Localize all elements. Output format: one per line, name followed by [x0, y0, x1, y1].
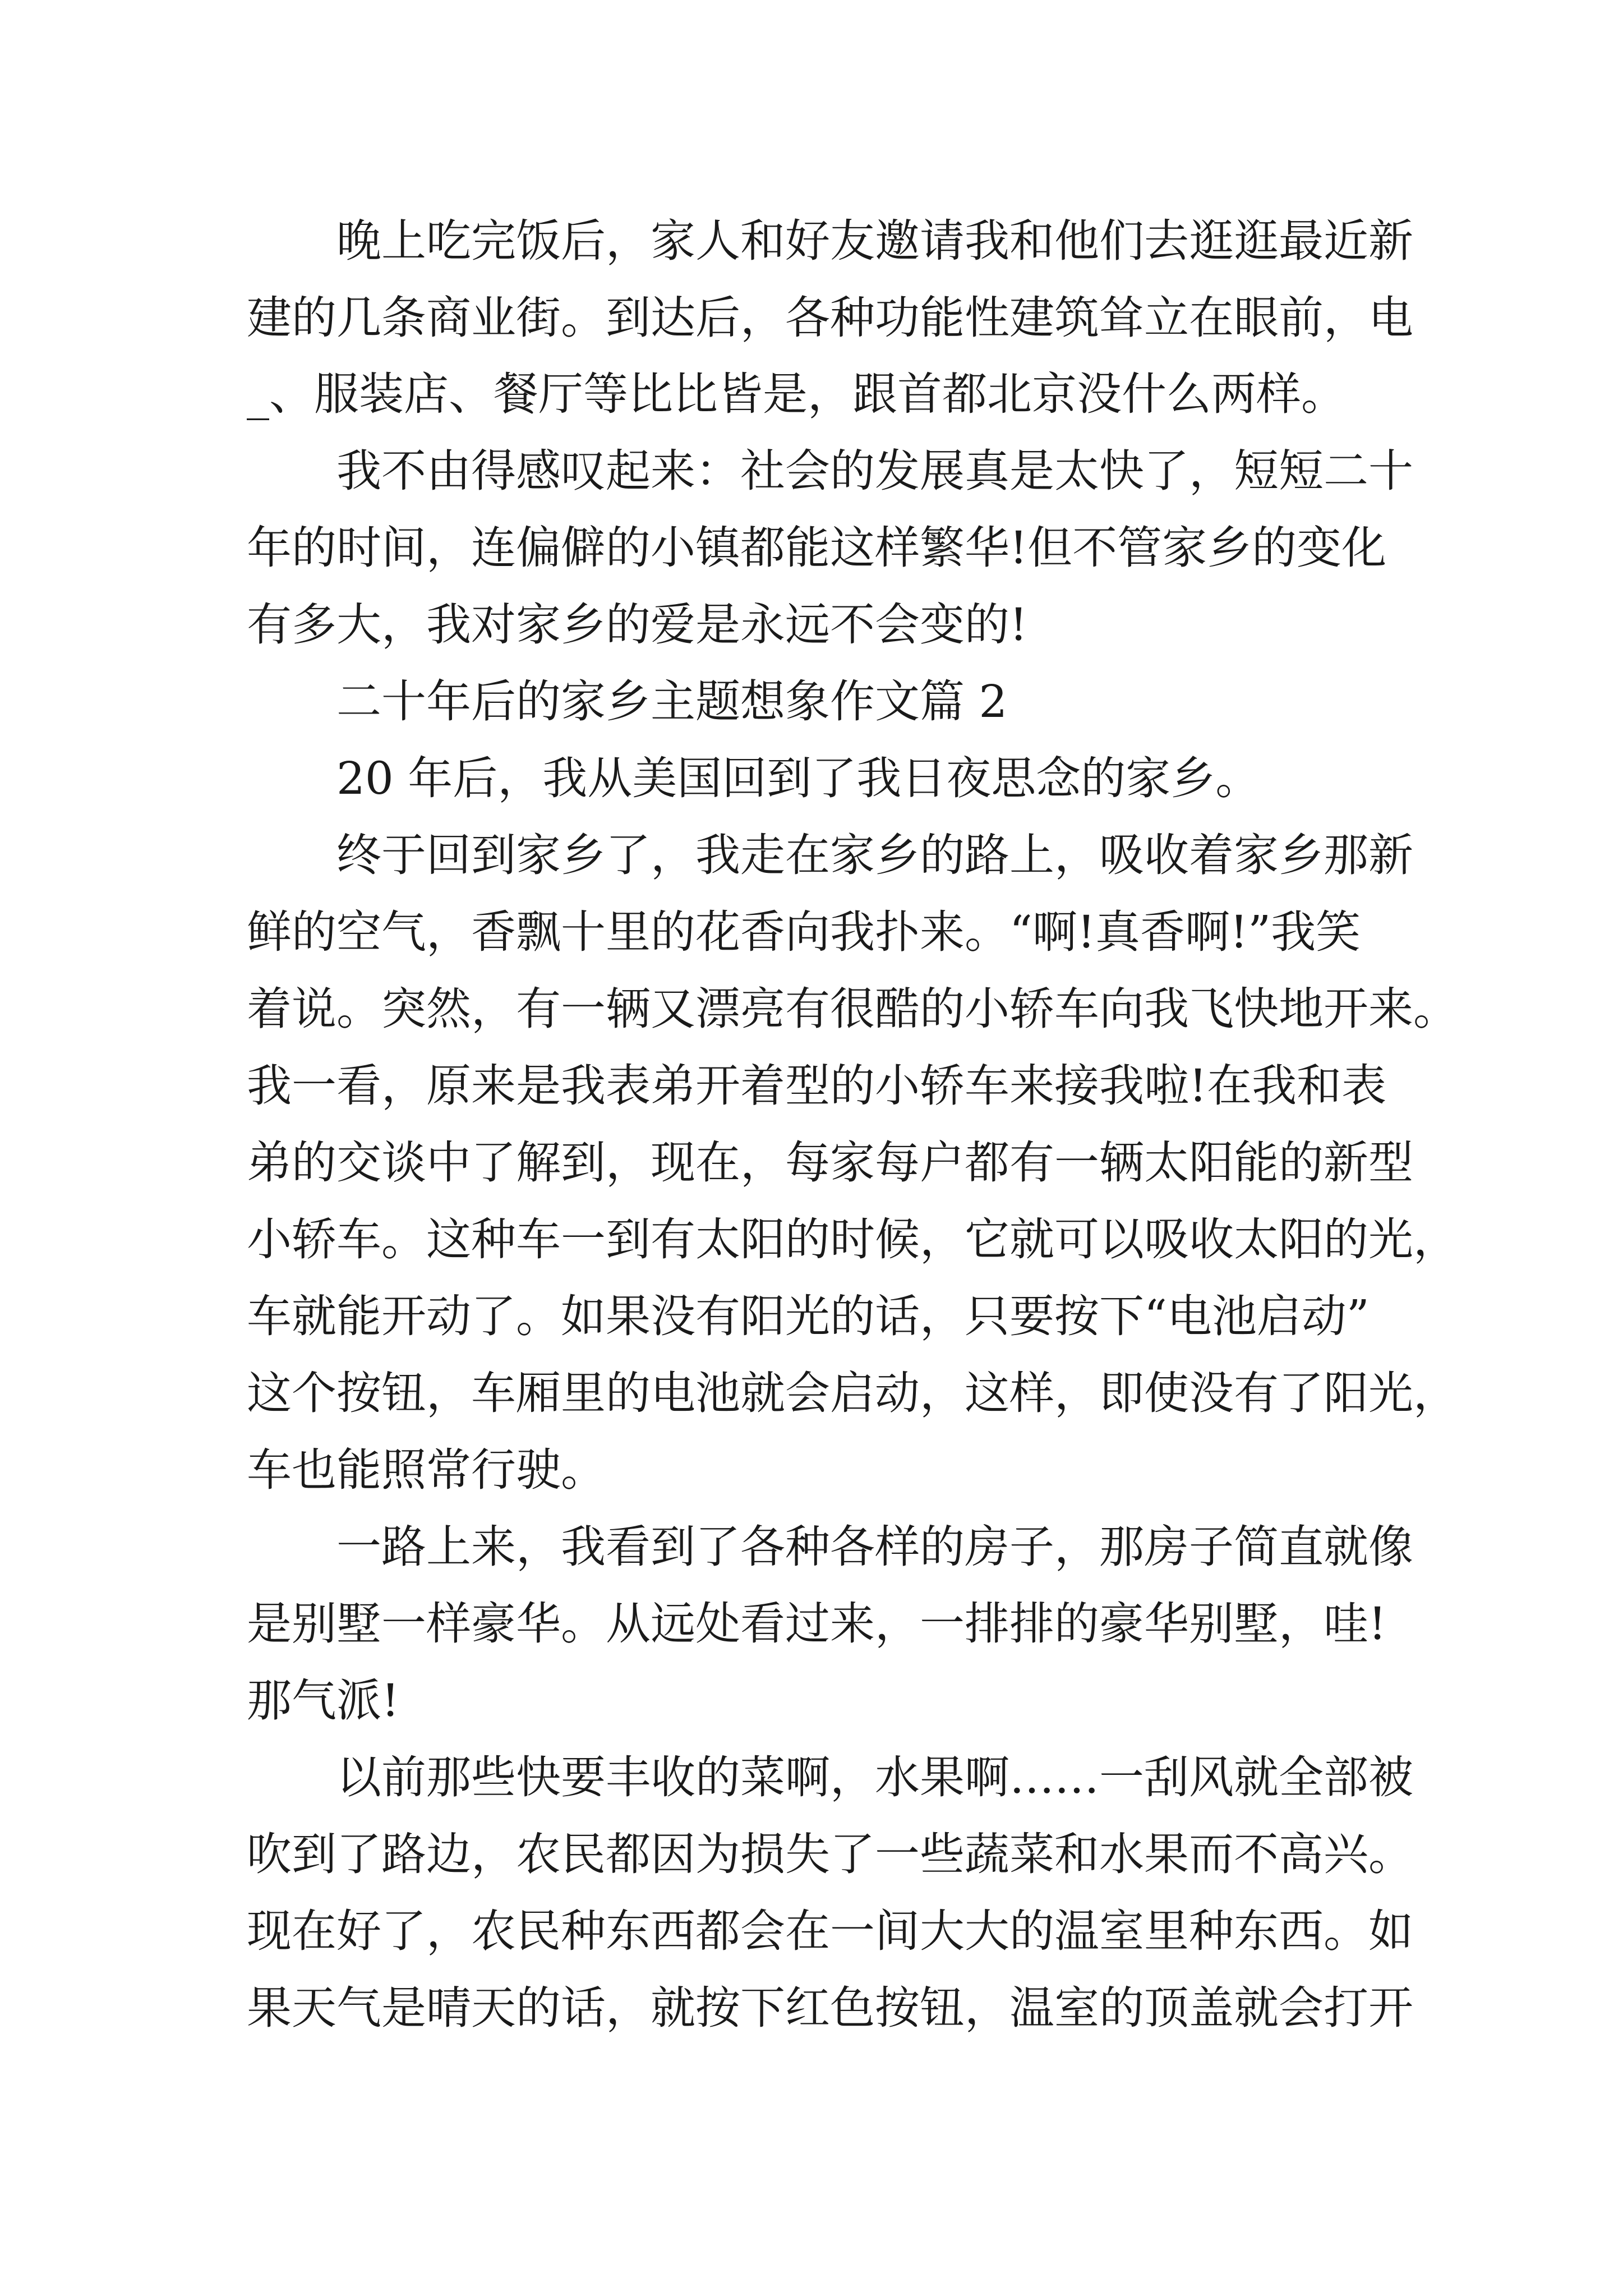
text-line: 吹到了路边，农民都因为损失了一些蔬菜和水果而不高兴。: [247, 1828, 1413, 1880]
text-line: 年的时间，连偏僻的小镇都能这样繁华!但不管家乡的变化: [247, 522, 1387, 574]
text-line: _、服装店、餐厅等比比皆是，跟首都北京没什么两样。: [247, 368, 1346, 420]
text-line: 小轿车。这种车一到有太阳的时候，它就可以吸收太阳的光，: [247, 1213, 1458, 1266]
text-line: 那气派!: [247, 1674, 400, 1727]
text-line: 这个按钮，车厢里的电池就会启动，这样，即使没有了阳光，: [247, 1367, 1458, 1419]
text-line: 我一看，原来是我表弟开着型的小轿车来接我啦!在我和表: [247, 1060, 1387, 1112]
text-line: 是别墅一样豪华。从远处看过来，一排排的豪华别墅，哇!: [247, 1598, 1387, 1650]
text-line: 车就能开动了。如果没有阳光的话，只要按下“电池启动”: [247, 1290, 1370, 1342]
text-line: 我不由得感叹起来：社会的发展真是太快了，短短二十: [247, 445, 1413, 497]
text-line: 晚上吃完饭后，家人和好友邀请我和他们去逛逛最近新: [247, 215, 1413, 267]
text-line: 有多大，我对家乡的爱是永远不会变的!: [247, 599, 1028, 651]
text-line: 建的几条商业街。到达后，各种功能性建筑耸立在眼前，电: [247, 292, 1413, 344]
text-line: 弟的交谈中了解到，现在，每家每户都有一辆太阳能的新型: [247, 1137, 1413, 1189]
text-line: 鲜的空气，香飘十里的花香向我扑来。“啊!真香啊!”我笑: [247, 906, 1361, 958]
text-line: 一路上来，我看到了各种各样的房子，那房子简直就像: [247, 1521, 1413, 1573]
text-line: 现在好了，农民种东西都会在一间大大的温室里种东西。如: [247, 1905, 1413, 1957]
section-heading: 二十年后的家乡主题想象作文篇 2: [247, 675, 1008, 728]
text-line: 果天气是晴天的话，就按下红色按钮，温室的顶盖就会打开: [247, 1982, 1413, 2034]
text-line: 终于回到家乡了，我走在家乡的路上，吸收着家乡那新: [247, 829, 1413, 881]
text-line: 20 年后，我从美国回到了我日夜思念的家乡。: [247, 752, 1261, 804]
text-line: 车也能照常行驶。: [247, 1444, 606, 1496]
text-line: 着说。突然，有一辆又漂亮有很酷的小轿车向我飞快地开来。: [247, 983, 1458, 1035]
text-line: 以前那些快要丰收的菜啊，水果啊……一刮风就全部被: [247, 1751, 1413, 1803]
